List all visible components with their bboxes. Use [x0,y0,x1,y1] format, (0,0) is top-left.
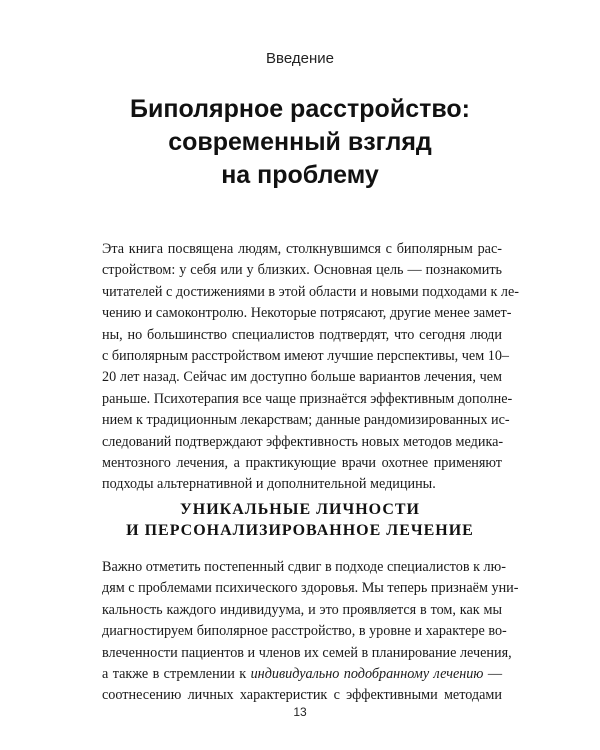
paragraph-line: чению и самоконтролю. Некоторые потрясают, другие менее замет- [102,305,512,322]
paragraph-line: подходы альтернативной и дополнительной медицины. [102,476,436,493]
intro-paragraph [102,239,520,496]
paragraph-line: 20 лет назад. Сейчас им доступно больше вариантов лечения, чем [102,369,502,386]
paragraph-line: влеченности пациентов и членов их семей в планирование лечения, [102,644,512,661]
chapter-title-line: на проблему [221,161,379,189]
paragraph-line: Важно отметить постепенный сдвиг в подходе специалистов к лю- [102,559,506,575]
section-heading [0,499,600,541]
paragraph-line: ментозного лечения, а практикующие врачи охотнее применяют [102,454,502,471]
paragraph-line [102,664,502,685]
chapter-title-line: Биполярное расстройство: [130,95,470,123]
line-text: а также в стремлении к [102,665,251,682]
paragraph-line: следований подтверждают эффективность новых методов медика- [102,433,504,450]
chapter-label: Введение [266,50,334,67]
paragraph-line: раньше. Психотерапия все чаще признаётся эффективным дополне- [102,390,513,407]
paragraph-line: нием к традиционным лекарствам; данные рандомизированных ис- [102,412,510,429]
section-heading-line: И ПЕРСОНАЛИЗИРОВАННОЕ ЛЕЧЕНИЕ [126,522,474,539]
chapter-title-line: современный взгляд [168,128,432,156]
chapter-title [0,93,600,192]
paragraph-line: стройством: у себя или у близких. Основная цель — познакомить [102,262,502,279]
italic-phrase: индивидуально подобранному лечению [250,665,484,682]
page-number: 13 [293,705,307,719]
paragraph-line: с биполярным расстройством имеют лучшие перспективы, чем 10– [102,347,510,364]
paragraph-line: читателей с достижениями в этой области и новыми подходами к ле- [102,283,520,300]
paragraph-line: ны, но большинство специалистов подтвердят, что сегодня люди [102,326,502,343]
paragraph-line: Эта книга посвящена людям, столкнувшимся с биполярным рас- [102,241,502,257]
paragraph-line: дям с проблемами психического здоровья. Мы теперь признаём уни- [102,580,519,597]
section-heading-line: УНИКАЛЬНЫЕ ЛИЧНОСТИ [180,501,420,518]
section-paragraph [102,557,519,707]
line-text: — [483,665,503,682]
paragraph-line: соотнесению личных характеристик с эффективными методами [102,687,502,704]
paragraph-line: кальность каждого индивидуума, и это проявляется в том, как мы [102,601,502,618]
paragraph-line: диагностируем биполярное расстройство, в уровне и характере во- [102,623,507,640]
